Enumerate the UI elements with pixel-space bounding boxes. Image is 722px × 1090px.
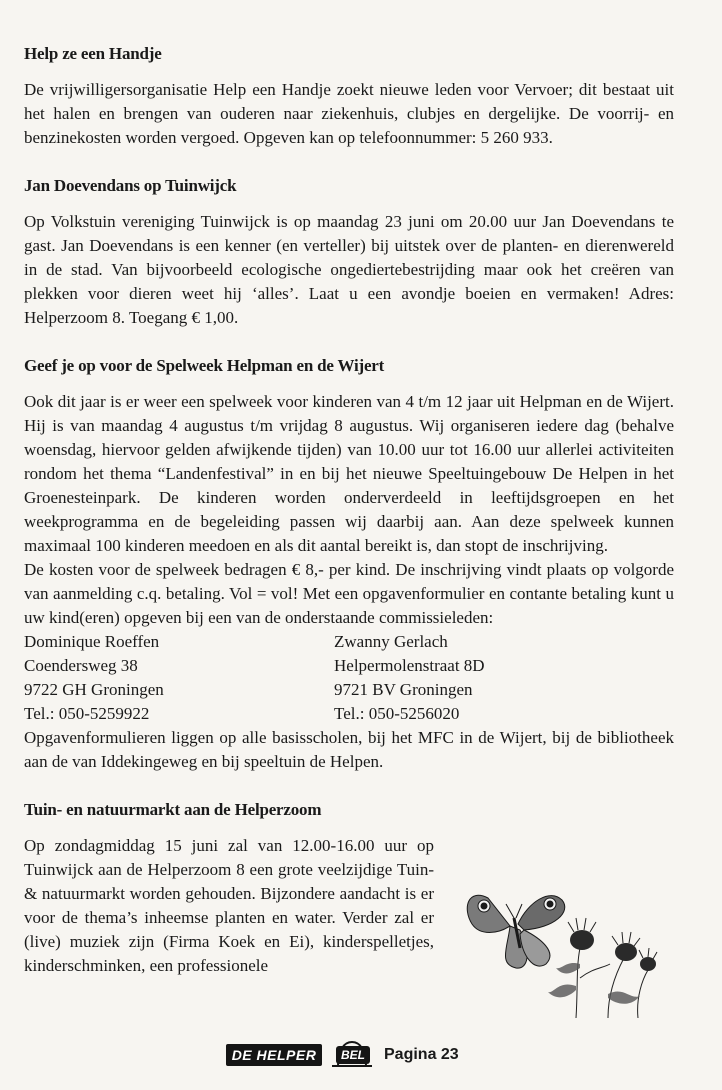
section-paragraph: Opgavenformulieren liggen op alle basisscholen, bij het MFC in de Wijert, bij de bibliotheek aan de van Iddekingeweg en bij speeltuin de Helpen. bbox=[24, 728, 674, 771]
section-heading: Tuin- en natuurmarkt aan de Helperzoom bbox=[24, 800, 322, 819]
section-heading: Help ze een Handje bbox=[24, 44, 162, 63]
contact-city: 9721 BV Groningen bbox=[334, 680, 473, 699]
contact-phone: Tel.: 050-5256020 bbox=[334, 704, 460, 723]
page-number: Pagina 23 bbox=[384, 1046, 459, 1063]
section-jan-doevendans bbox=[24, 176, 674, 330]
contact-phone: Tel.: 050-5259922 bbox=[24, 704, 150, 723]
contact-name: Dominique Roeffen bbox=[24, 632, 160, 651]
contact-street: Helpermolenstraat 8D bbox=[334, 656, 485, 675]
contact-list bbox=[24, 630, 674, 726]
contact-card bbox=[334, 630, 654, 726]
logo-wordmark: DE HELPER bbox=[226, 1044, 322, 1066]
section-paragraph: De kosten voor de spelweek bedragen € 8,- per kind. De inschrijving vindt plaats op volgorde van aanmelding c.q. betaling. Vol = vol! Met een opgavenformulier en contante betaling kunt u uw kind(eren) opgeven bij een van de onderstaande commissieleden: bbox=[24, 560, 674, 627]
helper-bel-logo bbox=[226, 1040, 382, 1070]
contact-name: Zwanny Gerlach bbox=[334, 632, 448, 651]
section-paragraph: Op Volkstuin vereniging Tuinwijck is op maandag 23 juni om 20.00 uur Jan Doevendans te gast. Jan Doevendans is een kenner (en verteller) bij uitstek over de planten- en dierenwereld in de stad. Van bijvoorbeeld ecologische ongediertebestrijding maar ook het creëren van plekken voor dieren weet hij ‘alles’. Laat u een avondje boeien en vermaken! Adres: Helperzoom 8. Toegang € 1,00. bbox=[24, 212, 674, 327]
section-help-een-handje bbox=[24, 44, 674, 150]
section-paragraph: De vrijwilligersorganisatie Help een Handje zoekt nieuwe leden voor Vervoer; dit bestaat uit het halen en brengen van ouderen naar ziekenhuis, clubjes en dergelijke. De voorrij- en benzinekosten worden vergoed. Opgeven kan op telefoonnummer: 5 260 933. bbox=[24, 80, 674, 147]
section-paragraph: Op zondagmiddag 15 juni zal van 12.00-16.00 uur op Tuinwijck aan de Helperzoom 8 een grote veelzijdige Tuin- & natuurmarkt worden gehouden. Bijzondere aandacht is er voor de thema’s inheemse planten en water. Verder zal er (live) muziek zijn (Firma Koek en Ei), kinderspelletjes, kinderschminken, een professionele bbox=[24, 836, 434, 975]
logo-bel-text: BEL bbox=[336, 1046, 370, 1064]
contact-street: Coendersweg 38 bbox=[24, 656, 138, 675]
contact-city: 9722 GH Groningen bbox=[24, 680, 164, 699]
section-heading: Jan Doevendans op Tuinwijck bbox=[24, 176, 237, 195]
article-column bbox=[24, 44, 674, 1004]
section-spelweek bbox=[24, 356, 674, 774]
section-paragraph: Ook dit jaar is er weer een spelweek voor kinderen van 4 t/m 12 jaar uit Helpman en de Wijert. Hij is van maandag 4 augustus t/m vrijdag 8 augustus. Wij organiseren iedere dag (behalve woensdag, hiervoor gelden afwijkende tijden) van 10.00 uur tot 16.00 uur allerlei activiteiten rondom het thema “Landenfestival” in en bij het nieuwe Speeltuingebouw De Helpen in het Groenesteinpark. De kinderen worden onderverdeeld in leeftijdsgroepen en het weekprogramma en de begeleiding passen wij daarbij aan. Aan deze spelweek kunnen maximaal 100 kinderen meedoen en als dit aantal bereikt is, dan stopt de inschrijving. bbox=[24, 392, 674, 555]
contact-card bbox=[24, 630, 334, 726]
butterfly-illustration bbox=[458, 868, 658, 1018]
section-heading: Geef je op voor de Spelweek Helpman en de Wijert bbox=[24, 356, 385, 375]
